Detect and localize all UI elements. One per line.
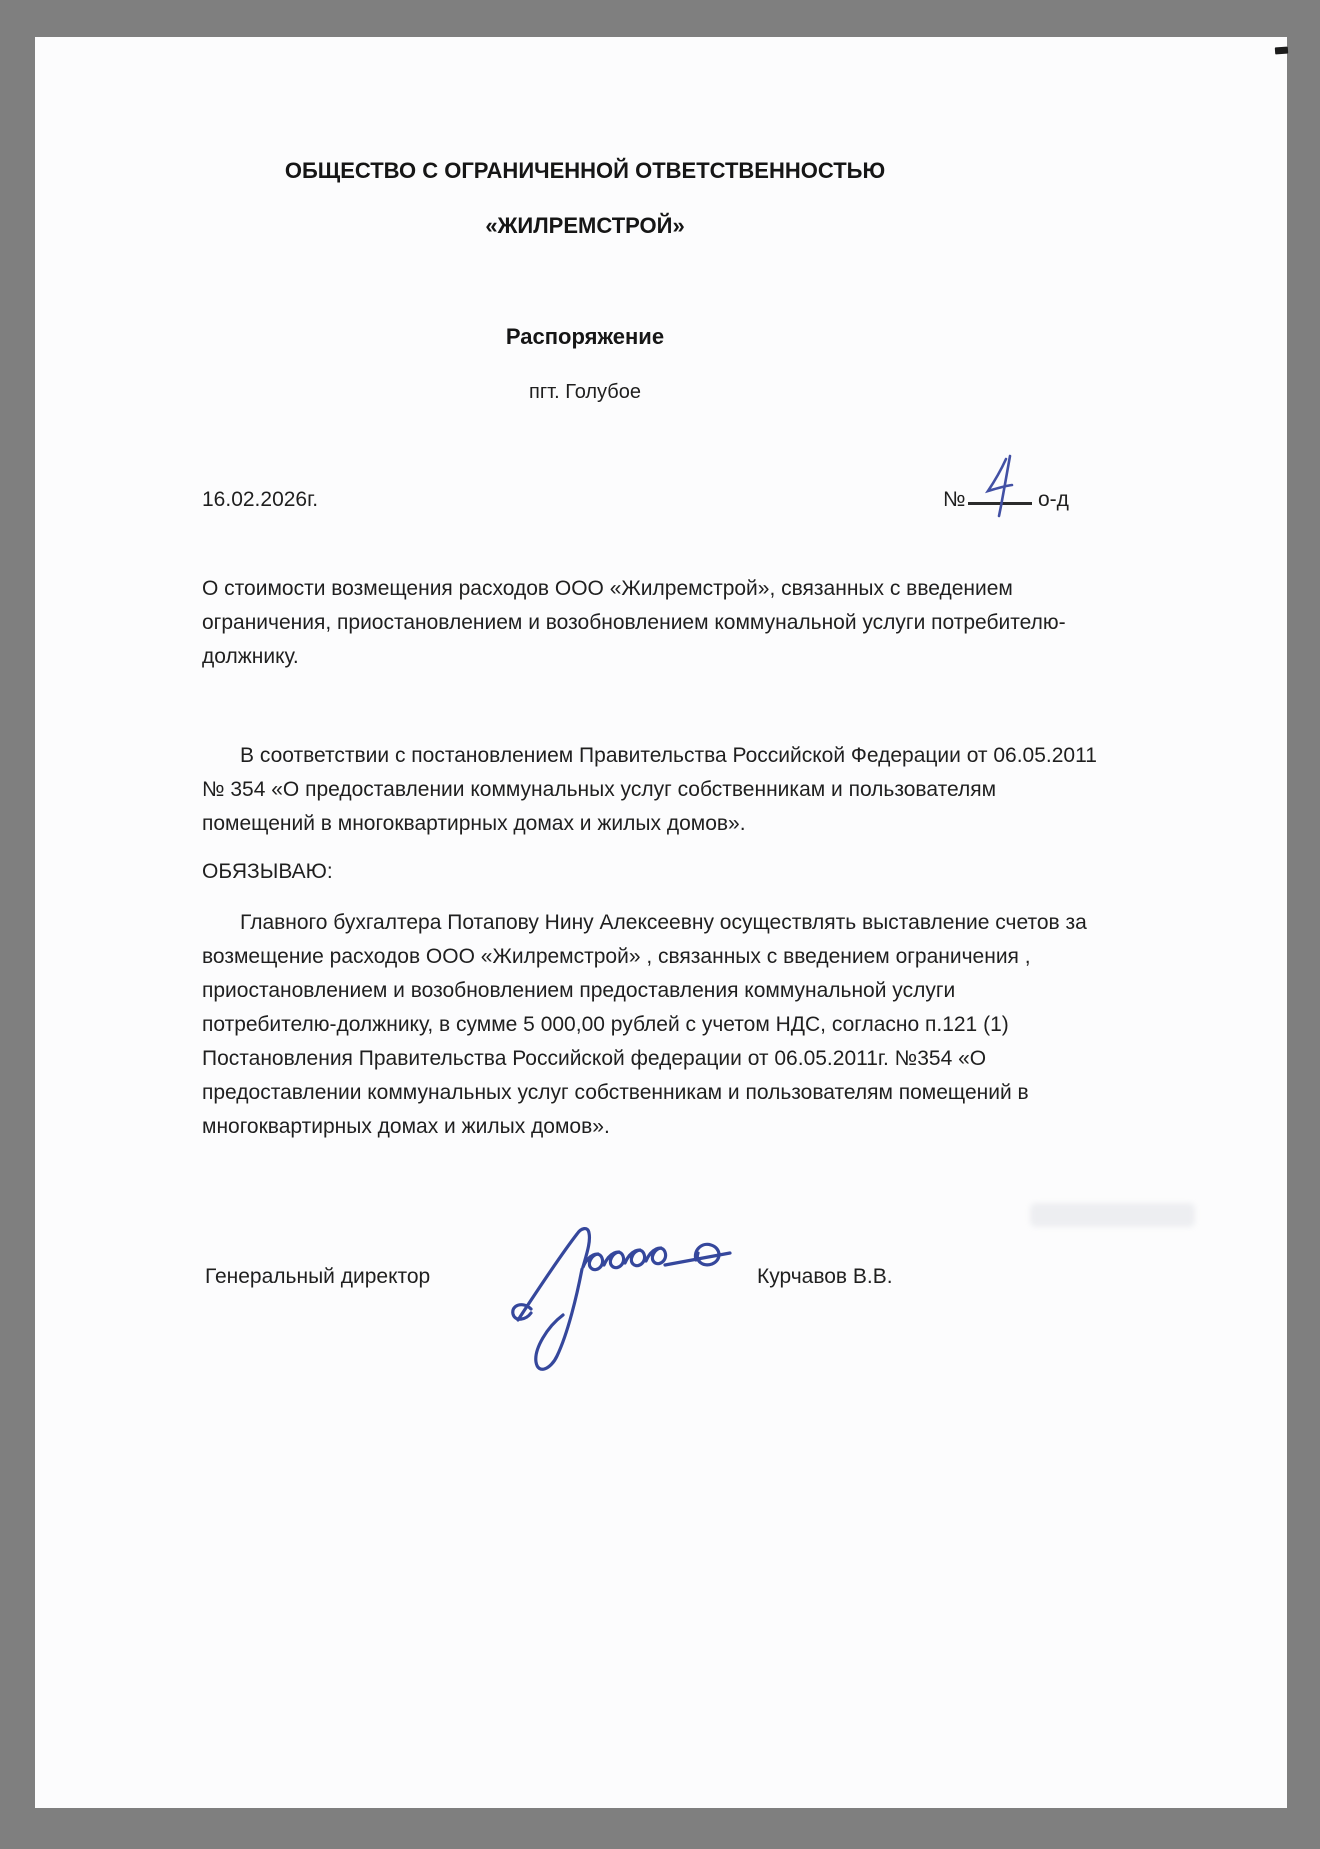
body-line: Постановления Правительства Российской федерации от 06.05.2011г. №354 «О (202, 1047, 987, 1070)
document-type-title: Распоряжение (505, 324, 665, 349)
org-name-line1: ОБЩЕСТВО С ОГРАНИЧЕННОЙ ОТВЕТСТВЕННОСТЬЮ (284, 158, 886, 183)
handwritten-number-ink (982, 454, 1018, 518)
scan-corner-mark (1275, 47, 1288, 55)
preamble-line: помещений в многоквартирных домах и жилых домов». (202, 812, 746, 835)
subject-line: ограничения, приостановлением и возобновлением коммунальной услуги потребителю- (202, 611, 1066, 634)
preamble-line: № 354 «О предоставлении коммунальных услуг собственникам и пользователям (202, 778, 997, 801)
directive-word: ОБЯЗЫВАЮ: (202, 860, 333, 883)
body-line: многоквартирных домах и жилых домов». (202, 1115, 610, 1138)
body-line: возмещение расходов ООО «Жилремстрой» , связанных с введением ограничения , (202, 945, 1031, 968)
scan-smudge-artifact (1030, 1203, 1195, 1227)
preamble-paragraph (202, 739, 1097, 841)
org-name-line2: «ЖИЛРЕМСТРОЙ» (485, 213, 685, 238)
document-date: 16.02.2026г. (202, 488, 319, 511)
director-signature-ink (497, 1223, 739, 1381)
subject-paragraph (202, 572, 1066, 674)
body-line: потребителю-должнику, в сумме 5 000,00 рублей с учетом НДС, согласно п.121 (1) (202, 1013, 1009, 1036)
body-line: предоставлении коммунальных услуг собственникам и пользователям помещений в (202, 1081, 1029, 1104)
body-paragraph (202, 906, 1087, 1144)
body-line: приостановлением и возобновлением предоставления коммунальной услуги (202, 979, 956, 1002)
signatory-position: Генеральный директор (205, 1265, 431, 1288)
document-page (35, 37, 1287, 1808)
subject-line: должнику. (202, 645, 299, 668)
document-location: пгт. Голубое (529, 381, 641, 403)
subject-line: О стоимости возмещения расходов ООО «Жилремстрой», связанных с введением (202, 577, 1013, 600)
number-suffix: о-д (1038, 488, 1069, 511)
body-line: Главного бухгалтера Потапову Нину Алексеевну осуществлять выставление счетов за (240, 911, 1087, 934)
signatory-name: Курчавов В.В. (757, 1265, 893, 1288)
number-sign: № (943, 488, 966, 511)
preamble-line: В соответствии с постановлением Правительства Российской Федерации от 06.05.2011 (240, 744, 1097, 767)
